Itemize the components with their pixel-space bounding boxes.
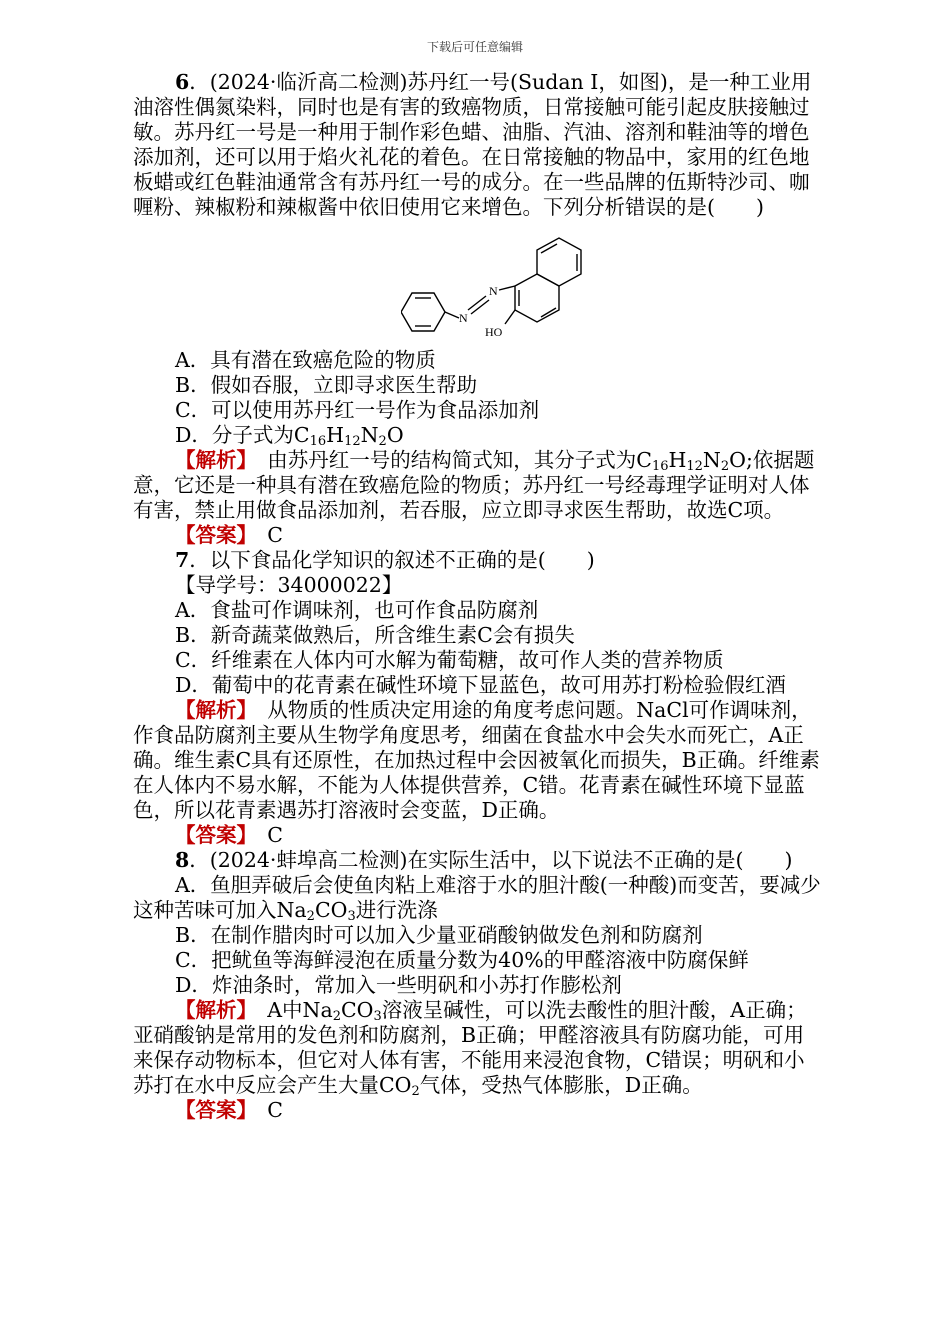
q7-analysis: 【解析】 从物质的性质决定用途的角度考虑问题。NaCl可作调味剂，作食品防腐剂主要从生物学角度思考，细菌在食盐水中会失水而死亡，A正确。维生素C具有还原性，在加热过程中会因被氧化而损失，B正确。纤维素在人体内不易水解，不能为人体提供营养，C错。花青素在碱性环境下显蓝色，所以花青素遇苏打溶液时会变蓝，D正确。 xyxy=(133,698,820,822)
q7-guide-number: 【导学号：34000022】 xyxy=(175,573,403,597)
q7-option-c: C．纤维素在人体内可水解为葡萄糖，故可作人类的营养物质 xyxy=(175,648,724,672)
q7-answer: 【答案】 C xyxy=(175,823,283,847)
phenyl-ring xyxy=(401,293,445,331)
q8-answer: 【答案】 C xyxy=(175,1098,283,1122)
q6-option-d: D．分子式为$C_{16}H_{12}N_2O$ xyxy=(175,423,404,449)
q8-analysis: 【解析】 A中$Na_2CO_3$溶液呈碱性，可以洗去酸性的胆汁酸，A正确；亚硝酸钠是常用的发色剂和防腐剂，B正确；甲醛溶液具有防腐功能，可用来保存动物标本，但它对人体有害，不能用来浸泡食物，C错误；明矾和小苏打在水中反应会产生大量$CO_2$气体，受热气体膨胀，D正确。 xyxy=(133,998,807,1099)
q6-analysis: 【解析】 由苏丹红一号的结构简式知，其分子式为$C_{16}H_{12}N_2O$;依据题意，它还是一种具有潜在致癌危险的物质；苏丹红一号经毒理学证明对人体有害，禁止用做食品添加剂，若吞服，应立即寻求医生帮助，故选C项。 xyxy=(133,448,815,522)
analysis-label: 【解析】 xyxy=(175,698,247,722)
bond-c-oh xyxy=(505,310,515,324)
answer-label: 【答案】 xyxy=(175,1098,247,1122)
question-number: 6 xyxy=(175,70,190,94)
analysis-label: 【解析】 xyxy=(175,448,247,472)
answer-label: 【答案】 xyxy=(175,523,247,547)
sudan-structure-diagram xyxy=(401,226,601,344)
q7-option-b: B．新奇蔬菜做熟后，所含维生素C会有损失 xyxy=(175,623,575,647)
document-body xyxy=(133,70,823,1123)
answer-label: 【答案】 xyxy=(175,823,247,847)
q8-option-a: A．鱼胆弄破后会使鱼肉粘上难溶于水的胆汁酸(一种酸)而变苦，要减少这种苦味可加入$Na_2CO_3$进行洗涤 xyxy=(133,873,821,924)
question-text: ．(2024·临沂高二检测)苏丹红一号(Sudan Ⅰ，如图)，是一种工业用油溶性偶氮染料，同时也是有害的致癌物质，日常接触可能引起皮肤接触过敏。苏丹红一号是一种用于制作彩色蜡、油脂、汽油、溶剂和鞋油等的增色添加剂，还可以用于焰火礼花的着色。在日常接触的物品中，家用的红色地板蜡或红色鞋油通常含有苏丹红一号的成分。在一些品牌的伍斯特沙司、咖喱粉、辣椒粉和辣椒酱中依旧使用它来增色。下列分析错误的是( ) xyxy=(133,70,812,219)
question-text: ．以下食品化学知识的叙述不正确的是( ) xyxy=(189,548,595,572)
q8-option-c: C．把鱿鱼等海鲜浸泡在质量分数为40%的甲醛溶液中防腐保鲜 xyxy=(175,948,749,972)
hydroxyl-label: HO xyxy=(485,325,503,339)
bond-n-naph xyxy=(499,286,515,290)
question-number: 7 xyxy=(175,548,190,572)
bond-azo xyxy=(471,300,489,314)
bond-ph-n xyxy=(445,312,459,318)
azo-n-upper: N xyxy=(489,284,498,298)
azo-n-lower: N xyxy=(459,311,468,325)
question-8-stem xyxy=(133,848,823,873)
question-7-stem xyxy=(133,548,823,573)
q7-option-d: D．葡萄中的花青素在碱性环境下显蓝色，故可用苏打粉检验假红酒 xyxy=(175,673,786,697)
question-text: ．(2024·蚌埠高二检测)在实际生活中，以下说法不正确的是( ) xyxy=(189,848,793,872)
naphthol-ring xyxy=(515,274,559,322)
q7-option-a: A．食盐可作调味剂，也可作食品防腐剂 xyxy=(175,598,539,622)
page-header: 下载后可任意编辑 xyxy=(426,40,523,54)
question-6-stem xyxy=(133,70,823,220)
question-number: 8 xyxy=(175,848,190,872)
q8-option-d: D．炸油条时，常加入一些明矾和小苏打作膨松剂 xyxy=(175,973,622,997)
q6-option-b: B．假如吞服，立即寻求医生帮助 xyxy=(175,373,478,397)
q6-option-a: A．具有潜在致癌危险的物质 xyxy=(175,348,436,372)
q6-option-c: C．可以使用苏丹红一号作为食品添加剂 xyxy=(175,398,540,422)
fused-ring xyxy=(537,238,581,286)
q6-answer: 【答案】 C xyxy=(175,523,283,547)
q8-option-b: B．在制作腊肉时可以加入少量亚硝酸钠做发色剂和防腐剂 xyxy=(175,923,703,947)
analysis-label: 【解析】 xyxy=(175,998,247,1022)
